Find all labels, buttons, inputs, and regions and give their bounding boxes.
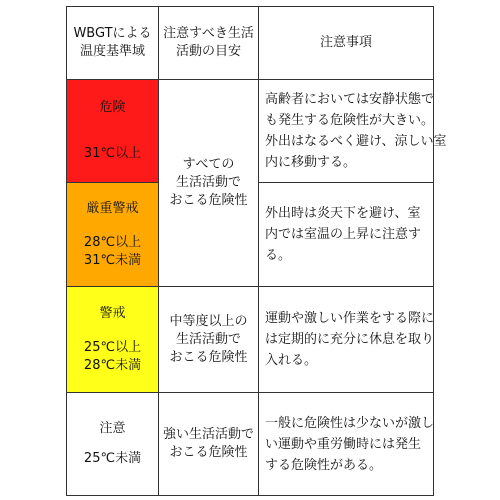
header-note-line-1: 注意事項 xyxy=(319,35,372,50)
wbgt-guideline-table xyxy=(66,6,447,496)
level-name: 警戒 xyxy=(99,305,126,321)
table-row xyxy=(67,80,434,183)
scope-line: 強い生活活動で xyxy=(162,427,254,442)
note-cell-danger xyxy=(259,80,447,183)
level-name: 注意 xyxy=(99,421,126,436)
note-line: 内に移動する。 xyxy=(265,155,357,170)
level-cell-warning xyxy=(67,287,159,393)
level-range: 31℃以上 xyxy=(83,146,142,161)
scope-line: 生活活動で xyxy=(175,175,241,190)
scope-line: おこる危険性 xyxy=(169,349,248,365)
level-range: 28℃未満 xyxy=(83,357,142,373)
scope-cell-all-activities xyxy=(159,80,259,287)
note-line: 外出時は炎天下を避け、室 xyxy=(265,206,421,221)
level-range: 31℃未満 xyxy=(83,252,142,268)
table-header-row xyxy=(67,7,434,80)
header-level-cell xyxy=(67,7,159,80)
level-cell-caution xyxy=(67,393,159,496)
note-cell-caution xyxy=(259,393,434,496)
scope-cell-strenuous-activities xyxy=(159,393,259,496)
note-line: 入れる。 xyxy=(265,353,318,368)
note-line: 外出はなるべく避け、涼しい室 xyxy=(265,134,447,149)
scope-line: おこる危険性 xyxy=(169,193,248,208)
note-line: 一般に危険性は少ないが激し xyxy=(265,415,435,431)
note-cell-warning xyxy=(259,287,434,393)
header-scope-line-2: 活動の目安 xyxy=(175,44,241,59)
note-line: 高齢者においては安静状態で xyxy=(265,92,435,107)
level-cell-danger xyxy=(67,80,159,183)
note-line: 内では室温の上昇に注意す xyxy=(265,227,422,242)
level-range: 25℃未満 xyxy=(83,451,142,466)
header-level-line-2: 温度基準域 xyxy=(79,44,145,59)
note-cell-severe-warning xyxy=(259,183,434,287)
header-scope-cell xyxy=(159,7,259,80)
level-range: 28℃以上 xyxy=(83,234,142,250)
note-line: は定期的に充分に休息を取り xyxy=(265,332,435,347)
note-line: する危険性がある。 xyxy=(265,457,383,473)
level-cell-severe-warning xyxy=(67,183,159,287)
level-name: 厳重警戒 xyxy=(86,200,139,216)
level-name: 危険 xyxy=(99,100,126,115)
table-row xyxy=(67,287,434,393)
scope-line: すべての xyxy=(182,157,235,172)
header-level-line-1: WBGTによる xyxy=(73,26,152,41)
scope-line: 中等度以上の xyxy=(169,313,248,329)
table-row xyxy=(67,393,434,496)
note-line: も発生する危険性が大きい。 xyxy=(265,113,435,128)
note-line: い運動や重労働時には発生 xyxy=(265,436,422,452)
scope-cell-moderate-activities xyxy=(159,287,259,393)
header-scope-line-1: 注意すべき生活 xyxy=(163,26,254,41)
header-note-cell xyxy=(259,7,434,80)
scope-line: 生活活動で xyxy=(175,331,241,347)
level-range: 25℃以上 xyxy=(83,339,142,355)
scope-line: おこる危険性 xyxy=(169,445,248,460)
note-line: 運動や激しい作業をする際に xyxy=(265,311,435,326)
note-line: る。 xyxy=(265,248,292,263)
